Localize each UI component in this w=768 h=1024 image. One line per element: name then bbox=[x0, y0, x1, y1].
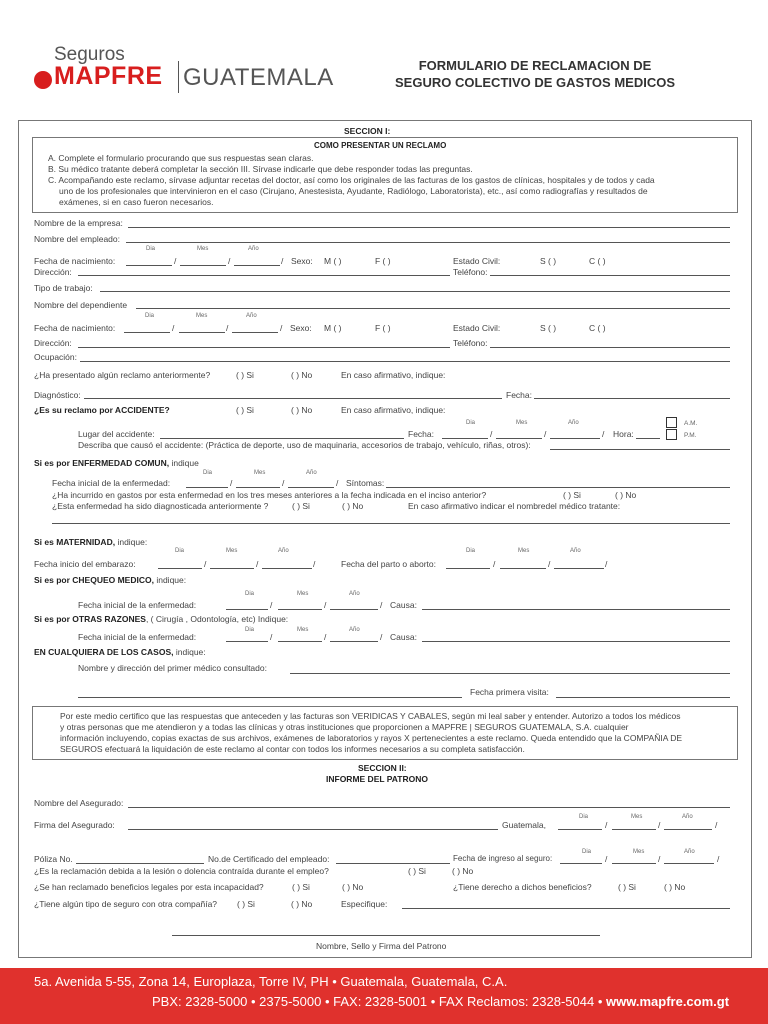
tipo-trabajo-field[interactable] bbox=[100, 291, 730, 292]
hora-label: Hora: bbox=[613, 429, 634, 439]
certification-line3: información incluyendo, copias exactas de sus archivos, exámenes de laboratorios y rayos X pertenecientes a este reclamo. Queda entendido que la COMPAÑIA DE bbox=[60, 733, 683, 743]
ano-label: Año bbox=[570, 548, 581, 554]
embarazo-ano-field[interactable] bbox=[262, 568, 312, 569]
otras-razones-detail: , ( Cirugía , Odontología, etc) Indique: bbox=[145, 614, 289, 624]
estado-dep-s-checkbox[interactable]: S ( ) bbox=[540, 323, 557, 333]
ano-label: Año bbox=[349, 591, 360, 597]
indique-label: indique: bbox=[175, 647, 206, 657]
parto-ano-field[interactable] bbox=[554, 568, 604, 569]
accidente-no-checkbox[interactable]: ( ) No bbox=[291, 405, 313, 415]
slash: / bbox=[204, 559, 207, 569]
slash: / bbox=[256, 559, 259, 569]
accidente-si-checkbox[interactable]: ( ) Si bbox=[236, 405, 254, 415]
mes-label: Mes bbox=[226, 548, 238, 554]
sexo-f-checkbox[interactable]: F ( ) bbox=[375, 256, 391, 266]
ano-label: Año bbox=[278, 548, 289, 554]
slash: / bbox=[174, 256, 177, 266]
footer-contact bbox=[152, 994, 729, 1009]
lesion-no-checkbox[interactable]: ( ) No bbox=[452, 866, 474, 876]
fecha-inicial-enf-label: Fecha inicial de la enfermedad: bbox=[52, 478, 171, 488]
incurrido-si-checkbox[interactable]: ( ) Si bbox=[563, 490, 581, 500]
telefono-field[interactable] bbox=[490, 275, 730, 276]
medico-direccion-field[interactable] bbox=[78, 697, 462, 698]
fecha-nac-ano-field[interactable] bbox=[234, 265, 280, 266]
dependiente-field[interactable] bbox=[136, 308, 730, 309]
accidente-fecha-ano-field[interactable] bbox=[550, 438, 600, 439]
instruction-c-line1: C. Acompañando este reclamo, sírvase adjuntar recetas del doctor, así como los originales de las facturas de los gastos de clínicas, hospitales y de todos y cada bbox=[48, 175, 655, 185]
ocupacion-field[interactable] bbox=[80, 361, 730, 362]
estado-civil-dep-label: Estado Civil: bbox=[453, 323, 501, 333]
section1-title: SECCION I: bbox=[344, 126, 391, 136]
firma-patrono-label: Nombre, Sello y Firma del Patrono bbox=[316, 941, 447, 951]
mes-label: Mes bbox=[254, 470, 266, 476]
fecha-nac-mes-field[interactable] bbox=[180, 265, 226, 266]
dia-label: Dia bbox=[466, 548, 476, 554]
ano-label: Año bbox=[349, 627, 360, 633]
indique-label: indique bbox=[171, 458, 199, 468]
incurrido-question: ¿Ha incurrido en gastos por esta enfermedad en los tres meses anteriores a la fecha indicada en el inciso anterior? bbox=[52, 490, 487, 500]
chequeo-mes-field[interactable] bbox=[278, 609, 322, 610]
certificado-field[interactable] bbox=[336, 863, 450, 864]
mes-label: Mes bbox=[297, 627, 309, 633]
instruction-a: A. Complete el formulario procurando que sus respuestas sean claras. bbox=[48, 153, 314, 163]
beneficios-no-checkbox[interactable]: ( ) No bbox=[342, 882, 364, 892]
sintomas-label: Síntomas: bbox=[346, 478, 385, 488]
primera-visita-label: Fecha primera visita: bbox=[470, 687, 549, 697]
empresa-field[interactable] bbox=[128, 227, 730, 228]
slash: / bbox=[658, 854, 661, 864]
mes-label: Mes bbox=[297, 591, 309, 597]
otras-ano-field[interactable] bbox=[330, 641, 378, 642]
chequeo-dia-field[interactable] bbox=[226, 609, 268, 610]
dia-label: Dia bbox=[203, 470, 213, 476]
accidente-question: ¿Es su reclamo por ACCIDENTE? bbox=[34, 405, 170, 415]
fecha-nac-label: Fecha de nacimiento: bbox=[34, 256, 116, 266]
primer-medico-label: Nombre y dirección del primer médico consultado: bbox=[78, 663, 267, 673]
mes-label: Mes bbox=[633, 849, 645, 855]
footer-website-link[interactable]: www.mapfre.com.gt bbox=[606, 994, 730, 1009]
otras-razones-heading bbox=[34, 614, 288, 624]
mes-label: Mes bbox=[196, 313, 208, 319]
embarazo-mes-field[interactable] bbox=[210, 568, 254, 569]
slash: / bbox=[380, 632, 383, 642]
certification-line2: y otras personas que me atendieron y a todas las clínicas y otras instituciones que proporcionen a MAPFRE | SEGUROS GUATEMALA, S.A. cualquier bbox=[60, 722, 629, 732]
slash: / bbox=[493, 559, 496, 569]
instruction-c-line3: exámenes, si en caso fueron necesarios. bbox=[59, 197, 214, 207]
mes-label: Mes bbox=[516, 420, 528, 426]
sexo-dep-f-checkbox[interactable]: F ( ) bbox=[375, 323, 391, 333]
sexo-dep-label: Sexo: bbox=[290, 323, 312, 333]
dia-label: Dia bbox=[582, 849, 592, 855]
footer-phones: PBX: 2328-5000 • 2375-5000 • FAX: 2328-5001 • FAX Reclamos: 2328-5044 • bbox=[152, 994, 606, 1009]
slash: / bbox=[605, 854, 608, 864]
slash: / bbox=[380, 600, 383, 610]
direccion-dep-label: Dirección: bbox=[34, 338, 72, 348]
diagnosticada-si-checkbox[interactable]: ( ) Si bbox=[292, 501, 310, 511]
certification-line4: SEGUROS efectuará la liquidación de este reclamo al contar con todos los informes necesarios a su completa satisfacción. bbox=[60, 744, 525, 754]
otro-seguro-no-checkbox[interactable]: ( ) No bbox=[291, 899, 313, 909]
reclamo-anterior-no-checkbox[interactable]: ( ) No bbox=[291, 370, 313, 380]
slash: / bbox=[270, 632, 273, 642]
form-title-line1: FORMULARIO DE RECLAMACION DE bbox=[418, 58, 652, 73]
chequeo-causa-label: Causa: bbox=[390, 600, 417, 610]
slash: / bbox=[336, 478, 339, 488]
lugar-accidente-label: Lugar del accidente: bbox=[78, 429, 155, 439]
maternidad-heading bbox=[34, 537, 147, 547]
otras-dia-field[interactable] bbox=[226, 641, 268, 642]
slash: / bbox=[717, 854, 720, 864]
tipo-trabajo-label: Tipo de trabajo: bbox=[34, 283, 93, 293]
primer-medico-field[interactable] bbox=[290, 673, 730, 674]
ano-label: Año bbox=[684, 849, 695, 855]
logo-mapfre-text: MAPFRE bbox=[54, 62, 163, 90]
logo-country-text: GUATEMALA bbox=[183, 64, 334, 91]
otras-razones-label: Si es por OTRAS RAZONES bbox=[34, 614, 146, 624]
dia-label: Dia bbox=[466, 420, 476, 426]
accidente-fecha-mes-field[interactable] bbox=[496, 438, 542, 439]
parto-dia-field[interactable] bbox=[446, 568, 490, 569]
firma-fecha-ano-field[interactable] bbox=[664, 829, 712, 830]
chequeo-heading bbox=[34, 575, 186, 585]
reclamo-anterior-si-checkbox[interactable]: ( ) Si bbox=[236, 370, 254, 380]
slash: / bbox=[282, 478, 285, 488]
chequeo-ano-field[interactable] bbox=[330, 609, 378, 610]
slash: / bbox=[226, 323, 229, 333]
section2-subtitle: INFORME DEL PATRONO bbox=[326, 774, 428, 784]
telefono-dep-label: Teléfono: bbox=[453, 338, 488, 348]
fecha-nac-dep-label: Fecha de nacimiento: bbox=[34, 323, 116, 333]
instruction-c-line2: uno de los profesionales que intervinieron en el caso (Cirujano, Anestesista, Ayudante, Radiólogo, Laboratorista), etc., así como radiografías y resultados de bbox=[59, 186, 648, 196]
mes-label: Mes bbox=[631, 814, 643, 820]
lesion-si-checkbox[interactable]: ( ) Si bbox=[408, 866, 426, 876]
diagnosticada-no-checkbox[interactable]: ( ) No bbox=[342, 501, 364, 511]
otras-mes-field[interactable] bbox=[278, 641, 322, 642]
especifique-field[interactable] bbox=[402, 908, 730, 909]
parto-mes-field[interactable] bbox=[500, 568, 546, 569]
slash: / bbox=[715, 820, 718, 830]
instructions-title: COMO PRESENTAR UN RECLAMO bbox=[314, 141, 447, 150]
fecha-nac-dep-mes-field[interactable] bbox=[179, 332, 225, 333]
am-label: A.M. bbox=[684, 420, 698, 427]
pm-label: P.M. bbox=[684, 432, 697, 439]
estado-civil-label: Estado Civil: bbox=[453, 256, 501, 266]
fecha-ingreso-label: Fecha de ingreso al seguro: bbox=[453, 854, 553, 863]
firma-fecha-mes-field[interactable] bbox=[612, 829, 656, 830]
direccion-dep-field[interactable] bbox=[78, 347, 450, 348]
medico-tratante-field[interactable] bbox=[52, 523, 730, 524]
fecha-nac-dep-ano-field[interactable] bbox=[232, 332, 278, 333]
enf-fecha-dia-field[interactable] bbox=[186, 487, 228, 488]
dia-label: Dia bbox=[245, 627, 255, 633]
slash: / bbox=[324, 632, 327, 642]
section2-title: SECCION II: bbox=[358, 763, 407, 773]
firma-asegurado-field[interactable] bbox=[128, 829, 498, 830]
embarazo-dia-field[interactable] bbox=[158, 568, 202, 569]
accidente-fecha-label: Fecha: bbox=[408, 429, 434, 439]
telefono-label: Teléfono: bbox=[453, 267, 488, 277]
diagnostico-fecha-label: Fecha: bbox=[506, 390, 532, 400]
estado-s-checkbox[interactable]: S ( ) bbox=[540, 256, 557, 266]
sintomas-field[interactable] bbox=[386, 487, 730, 488]
describa-field[interactable] bbox=[550, 449, 730, 450]
otro-seguro-si-checkbox[interactable]: ( ) Si bbox=[237, 899, 255, 909]
slash: / bbox=[313, 559, 316, 569]
instruction-b: B. Su médico tratante deberá completar la sección III. Sírvase indicarle que debe responder todas las preguntas. bbox=[48, 164, 473, 174]
diagnostico-label: Diagnóstico: bbox=[34, 390, 81, 400]
dia-label: Dia bbox=[579, 814, 589, 820]
fecha-embarazo-label: Fecha inicio del embarazo: bbox=[34, 559, 136, 569]
asegurado-field[interactable] bbox=[128, 807, 730, 808]
enf-fecha-ano-field[interactable] bbox=[288, 487, 334, 488]
slash: / bbox=[490, 429, 493, 439]
estado-c-checkbox[interactable]: C ( ) bbox=[589, 256, 606, 266]
indique-label: indique: bbox=[117, 537, 148, 547]
caso-medico-label: En caso afirmativo indicar el nombredel médico tratante: bbox=[408, 501, 621, 511]
slash: / bbox=[270, 600, 273, 610]
dia-label: Dia bbox=[175, 548, 185, 554]
cualquiera-heading bbox=[34, 647, 206, 657]
telefono-dep-field[interactable] bbox=[490, 347, 730, 348]
enfermedad-comun-heading bbox=[34, 458, 199, 468]
slash: / bbox=[172, 323, 175, 333]
certification-line1: Por este medio certifico que las respuestas que anteceden y las facturas son VERIDICAS Y CABALES, según mi leal saber y entender. Autorizo a todos los médicos bbox=[60, 711, 681, 721]
slash: / bbox=[544, 429, 547, 439]
poliza-field[interactable] bbox=[76, 863, 204, 864]
slash: / bbox=[280, 323, 283, 333]
slash: / bbox=[658, 820, 661, 830]
chequeo-causa-field[interactable] bbox=[422, 609, 730, 610]
indique-label: indique: bbox=[156, 575, 187, 585]
ano-label: Año bbox=[248, 246, 259, 252]
firma-asegurado-label: Firma del Asegurado: bbox=[34, 820, 115, 830]
estado-dep-c-checkbox[interactable]: C ( ) bbox=[589, 323, 606, 333]
ingreso-mes-field[interactable] bbox=[612, 863, 656, 864]
am-checkbox[interactable] bbox=[666, 417, 677, 428]
enfermedad-comun-label: Si es por ENFERMEDAD COMUN, bbox=[34, 458, 170, 468]
fecha-parto-label: Fecha del parto o aborto: bbox=[341, 559, 436, 569]
caso-afirmativo-label: En caso afirmativo, indique: bbox=[341, 370, 446, 380]
firma-fecha-dia-field[interactable] bbox=[558, 829, 602, 830]
form-title-line2: SEGURO COLECTIVO DE GASTOS MEDICOS bbox=[394, 75, 675, 90]
mapfre-emblem-icon bbox=[34, 71, 52, 89]
footer-address: 5a. Avenida 5-55, Zona 14, Europlaza, Torre IV, PH • Guatemala, Guatemala, C.A. bbox=[34, 974, 508, 989]
fecha-nac-dep-dia-field[interactable] bbox=[124, 332, 170, 333]
primera-visita-field[interactable] bbox=[556, 697, 730, 698]
empresa-label: Nombre de la empresa: bbox=[34, 218, 123, 228]
describa-label: Describa que causó el accidente: (Práctica de deporte, uso de maquinaria, accesorios de trabajo, vehículo, riñas, otros): bbox=[78, 440, 531, 450]
ingreso-ano-field[interactable] bbox=[664, 863, 714, 864]
beneficios-si-checkbox[interactable]: ( ) Si bbox=[292, 882, 310, 892]
incurrido-no-checkbox[interactable]: ( ) No bbox=[615, 490, 637, 500]
logo-seguros-text: Seguros bbox=[54, 44, 125, 65]
pm-checkbox[interactable] bbox=[666, 429, 677, 440]
derecho-question: ¿Tiene derecho a dichos beneficios? bbox=[453, 882, 592, 892]
accidente-caso-afirmativo-label: En caso afirmativo, indique: bbox=[341, 405, 446, 415]
reclamo-anterior-question: ¿Ha presentado algún reclamo anteriormente? bbox=[34, 370, 211, 380]
guatemala-label: Guatemala, bbox=[502, 820, 546, 830]
sexo-dep-m-checkbox[interactable]: M ( ) bbox=[324, 323, 342, 333]
slash: / bbox=[605, 559, 608, 569]
slash: / bbox=[602, 429, 605, 439]
ano-label: Año bbox=[568, 420, 579, 426]
maternidad-label: Si es MATERNIDAD, bbox=[34, 537, 116, 547]
ocupacion-label: Ocupación: bbox=[34, 352, 77, 362]
ano-label: Año bbox=[682, 814, 693, 820]
firma-patrono-field[interactable] bbox=[172, 935, 600, 936]
empleado-label: Nombre del empleado: bbox=[34, 234, 120, 244]
otras-causa-field[interactable] bbox=[422, 641, 730, 642]
sexo-label: Sexo: bbox=[291, 256, 313, 266]
logo-divider bbox=[178, 61, 179, 93]
slash: / bbox=[230, 478, 233, 488]
ano-label: Año bbox=[306, 470, 317, 476]
poliza-label: Póliza No. bbox=[34, 854, 73, 864]
direccion-label: Dirección: bbox=[34, 267, 72, 277]
chequeo-label: Si es por CHEQUEO MEDICO, bbox=[34, 575, 154, 585]
empleado-field[interactable] bbox=[126, 242, 730, 243]
fecha-nac-dia-field[interactable] bbox=[126, 265, 172, 266]
lugar-accidente-field[interactable] bbox=[160, 438, 404, 439]
slash: / bbox=[605, 820, 608, 830]
otras-fecha-label: Fecha inicial de la enfermedad: bbox=[78, 632, 197, 642]
accidente-fecha-dia-field[interactable] bbox=[442, 438, 488, 439]
cualquiera-label: EN CUALQUIERA DE LOS CASOS, bbox=[34, 647, 174, 657]
dia-label: Dia bbox=[145, 313, 155, 319]
enf-fecha-mes-field[interactable] bbox=[236, 487, 280, 488]
diagnostico-fecha-field[interactable] bbox=[534, 398, 730, 399]
slash: / bbox=[281, 256, 284, 266]
derecho-no-checkbox[interactable]: ( ) No bbox=[664, 882, 686, 892]
derecho-si-checkbox[interactable]: ( ) Si bbox=[618, 882, 636, 892]
otras-causa-label: Causa: bbox=[390, 632, 417, 642]
hora-field[interactable] bbox=[636, 438, 660, 439]
diagnosticada-question: ¿Esta enfermedad ha sido diagnosticada anteriormente ? bbox=[52, 501, 269, 511]
direccion-field[interactable] bbox=[78, 275, 450, 276]
dia-label: Dia bbox=[146, 246, 156, 252]
mes-label: Mes bbox=[197, 246, 209, 252]
ingreso-dia-field[interactable] bbox=[560, 863, 602, 864]
beneficios-question: ¿Se han reclamado beneficios legales por esta incapacidad? bbox=[34, 882, 264, 892]
diagnostico-field[interactable] bbox=[84, 398, 502, 399]
sexo-m-checkbox[interactable]: M ( ) bbox=[324, 256, 342, 266]
dia-label: Dia bbox=[245, 591, 255, 597]
certificado-label: No.de Certificado del empleado: bbox=[208, 854, 330, 864]
especifique-label: Especifique: bbox=[341, 899, 388, 909]
dependiente-label: Nombre del dependiente bbox=[34, 300, 128, 310]
asegurado-label: Nombre del Asegurado: bbox=[34, 798, 124, 808]
slash: / bbox=[548, 559, 551, 569]
slash: / bbox=[324, 600, 327, 610]
ano-label: Año bbox=[246, 313, 257, 319]
mes-label: Mes bbox=[518, 548, 530, 554]
chequeo-fecha-label: Fecha inicial de la enfermedad: bbox=[78, 600, 197, 610]
otro-seguro-question: ¿Tiene algún tipo de seguro con otra compañía? bbox=[34, 899, 218, 909]
lesion-question: ¿Es la reclamación debida a la lesión o dolencia contraída durante el empleo? bbox=[34, 866, 329, 876]
slash: / bbox=[228, 256, 231, 266]
